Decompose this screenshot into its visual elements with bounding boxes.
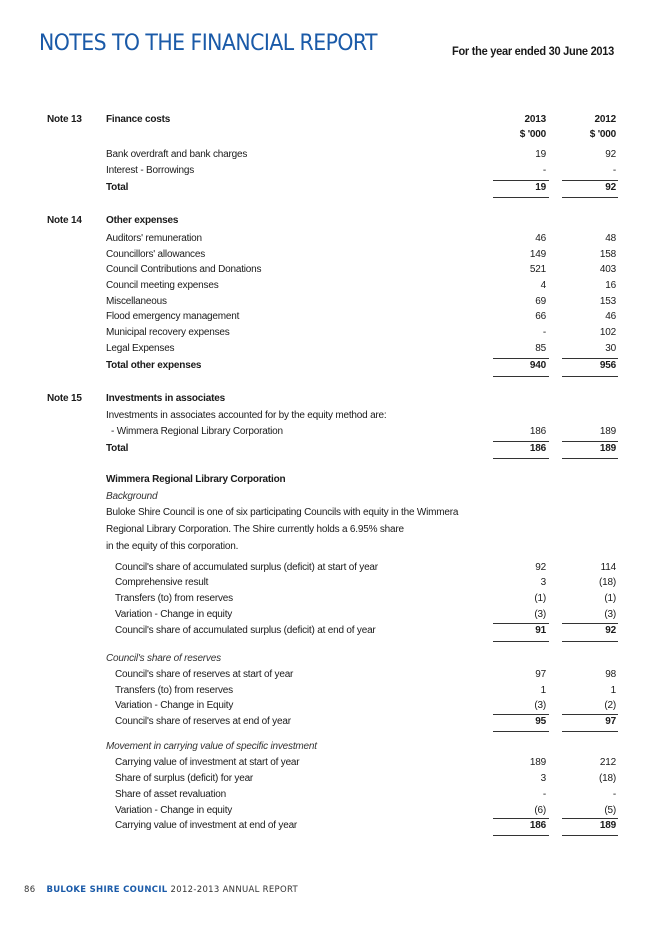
row-label: Transfers (to) from reserves <box>115 593 233 604</box>
value-2013: (1) <box>534 593 546 604</box>
subtotal-rule <box>493 441 549 442</box>
value-2012: 92 <box>605 625 616 636</box>
paragraph-line: in the equity of this corporation. <box>106 541 239 552</box>
table-row <box>0 685 660 701</box>
value-2013: 186 <box>529 443 546 454</box>
column-unit-2013: $ '000 <box>519 129 546 140</box>
value-2013: 4 <box>540 280 546 291</box>
value-2012: 114 <box>600 562 616 573</box>
total-rule <box>562 641 618 642</box>
value-2012: 16 <box>605 280 616 291</box>
value-2012: 153 <box>599 296 616 307</box>
page-subtitle: For the year ended 30 June 2013 <box>452 44 615 58</box>
column-unit-2012: $ '000 <box>589 129 616 140</box>
value-2013: 1 <box>540 685 546 696</box>
note-number: Note 14 <box>47 215 82 226</box>
subtotal-rule <box>562 818 618 819</box>
row-label: Transfers (to) from reserves <box>115 685 233 696</box>
row-label: Council Contributions and Donations <box>106 264 262 275</box>
value-2013: 97 <box>535 669 546 680</box>
note-heading: Investments in associates <box>106 393 225 404</box>
intro-text: Investments in associates accounted for by the equity method are: <box>106 410 387 421</box>
subtotal-rule <box>562 441 618 442</box>
value-2012: 92 <box>605 149 616 160</box>
value-2012: - <box>612 165 616 176</box>
page-title: NOTES TO THE FINANCIAL REPORT <box>39 31 378 56</box>
value-2012: 1 <box>610 685 616 696</box>
row-label: Carrying value of investment at end of year <box>115 820 298 831</box>
row-label: Variation - Change in equity <box>115 805 233 816</box>
table-row <box>0 669 660 685</box>
table-row <box>0 343 660 359</box>
row-label: Council's share of reserves at start of year <box>115 669 294 680</box>
value-2012: 92 <box>605 182 616 193</box>
value-2012: 97 <box>605 716 616 727</box>
value-2012: 48 <box>605 233 616 244</box>
value-2013: 85 <box>535 343 546 354</box>
row-label: Auditors' remuneration <box>106 233 202 244</box>
background-paragraph <box>106 504 506 555</box>
row-label: Legal Expenses <box>106 343 175 354</box>
note14-header-row <box>0 215 660 231</box>
table-row <box>0 233 660 249</box>
value-2013: 521 <box>529 264 546 275</box>
value-2013: 186 <box>529 820 546 831</box>
page-number: 86 <box>24 885 36 895</box>
value-2012: (3) <box>604 609 616 620</box>
subtotal-rule <box>493 180 549 181</box>
total-rule <box>493 197 549 198</box>
value-2013: (3) <box>534 700 546 711</box>
row-label: Total other expenses <box>106 360 202 371</box>
total-row <box>0 625 660 641</box>
value-2012: 189 <box>599 820 616 831</box>
value-2013: (6) <box>534 805 546 816</box>
total-rule <box>562 376 618 377</box>
section-subheading: Movement in carrying value of specific investment <box>106 741 317 752</box>
note15-intro <box>0 410 660 426</box>
row-label: - Wimmera Regional Library Corporation <box>111 426 283 437</box>
paragraph-line: Buloke Shire Council is one of six participating Councils with equity in the Wimmera <box>106 507 459 518</box>
value-2012: 102 <box>599 327 616 338</box>
total-rule <box>562 197 618 198</box>
value-2013: 95 <box>535 716 546 727</box>
table-row <box>0 311 660 327</box>
subtotal-rule <box>493 818 549 819</box>
row-label: Councillors' allowances <box>106 249 206 260</box>
table-row <box>0 165 660 181</box>
subtotal-rule <box>562 714 618 715</box>
table-row <box>0 757 660 773</box>
total-row <box>0 820 660 836</box>
value-2012: (5) <box>604 805 616 816</box>
total-rule <box>493 641 549 642</box>
value-2012: 403 <box>599 264 616 275</box>
value-2013: 92 <box>535 562 546 573</box>
value-2013: 149 <box>529 249 546 260</box>
value-2012: 98 <box>605 669 616 680</box>
table-row <box>0 327 660 343</box>
value-2012: 46 <box>605 311 616 322</box>
row-label: Municipal recovery expenses <box>106 327 230 338</box>
subtotal-rule <box>493 714 549 715</box>
total-row <box>0 182 660 198</box>
row-label: Council's share of accumulated surplus (deficit) at start of year <box>115 562 378 573</box>
value-2013: 91 <box>535 625 546 636</box>
row-label: Bank overdraft and bank charges <box>106 149 248 160</box>
row-label: Total <box>106 182 129 193</box>
note-number: Note 13 <box>47 114 82 125</box>
value-2013: 46 <box>535 233 546 244</box>
note-heading: Other expenses <box>106 215 179 226</box>
total-row <box>0 360 660 376</box>
subtotal-rule <box>562 623 618 624</box>
value-2013: 19 <box>535 182 546 193</box>
note-heading: Finance costs <box>106 114 171 125</box>
row-label: Comprehensive result <box>115 577 209 588</box>
value-2012: 189 <box>599 426 616 437</box>
table-row <box>0 562 660 578</box>
value-2012: 956 <box>599 360 616 371</box>
paragraph-line: Regional Library Corporation. The Shire currently holds a 6.95% share <box>106 524 404 535</box>
value-2013: - <box>542 327 546 338</box>
value-2012: (18) <box>599 577 616 588</box>
table-row <box>0 805 660 821</box>
total-rule <box>562 458 618 459</box>
row-label: Flood emergency management <box>106 311 240 322</box>
row-label: Total <box>106 443 129 454</box>
total-rule <box>493 731 549 732</box>
row-label: Council's share of accumulated surplus (deficit) at end of year <box>115 625 376 636</box>
total-rule <box>493 458 549 459</box>
subtotal-rule <box>493 623 549 624</box>
value-2013: 19 <box>535 149 546 160</box>
unit-header-row <box>0 129 660 145</box>
row-label: Share of surplus (deficit) for year <box>115 773 254 784</box>
reserves-heading-row <box>0 653 660 669</box>
value-2013: - <box>542 165 546 176</box>
table-row <box>0 700 660 716</box>
table-row <box>0 280 660 296</box>
value-2013: 189 <box>529 757 546 768</box>
value-2012: (2) <box>604 700 616 711</box>
row-label: Council meeting expenses <box>106 280 219 291</box>
background-label: Background <box>106 491 158 502</box>
subtotal-rule <box>562 358 618 359</box>
value-2012: 30 <box>605 343 616 354</box>
value-2013: 3 <box>540 773 546 784</box>
value-2013: - <box>542 789 546 800</box>
section-subheading: Council's share of reserves <box>106 653 221 664</box>
value-2013: (3) <box>534 609 546 620</box>
table-row <box>0 264 660 280</box>
value-2013: 940 <box>529 360 546 371</box>
note13-header-row <box>0 114 660 130</box>
footer-org: BULOKE SHIRE COUNCIL <box>46 885 168 895</box>
row-label: Miscellaneous <box>106 296 167 307</box>
subtotal-rule <box>493 358 549 359</box>
value-2012: 189 <box>599 443 616 454</box>
value-2013: 66 <box>535 311 546 322</box>
table-row <box>0 789 660 805</box>
row-label: Variation - Change in Equity <box>115 700 234 711</box>
value-2012: 212 <box>599 757 616 768</box>
total-rule <box>493 835 549 836</box>
table-row <box>0 609 660 625</box>
value-2012: (18) <box>599 773 616 784</box>
table-row <box>0 249 660 265</box>
total-row <box>0 716 660 732</box>
row-label: Council's share of reserves at end of year <box>115 716 291 727</box>
page-footer <box>24 885 298 895</box>
value-2012: (1) <box>604 593 616 604</box>
movement-heading-row <box>0 741 660 757</box>
value-2013: 3 <box>540 577 546 588</box>
table-row <box>0 426 660 442</box>
table-row <box>0 593 660 609</box>
corp-heading: Wimmera Regional Library Corporation <box>106 474 286 485</box>
value-2013: 186 <box>529 426 546 437</box>
table-row <box>0 577 660 593</box>
total-rule <box>562 731 618 732</box>
total-rule <box>493 376 549 377</box>
total-row <box>0 443 660 459</box>
value-2013: 69 <box>535 296 546 307</box>
row-label: Variation - Change in equity <box>115 609 233 620</box>
table-row <box>0 296 660 312</box>
note-number: Note 15 <box>47 393 82 404</box>
table-row <box>0 149 660 165</box>
value-2012: - <box>612 789 616 800</box>
subtotal-rule <box>562 180 618 181</box>
column-year-2012: 2012 <box>594 114 616 125</box>
value-2012: 158 <box>599 249 616 260</box>
row-label: Carrying value of investment at start of year <box>115 757 300 768</box>
row-label: Interest - Borrowings <box>106 165 195 176</box>
total-rule <box>562 835 618 836</box>
table-row <box>0 773 660 789</box>
corp-heading-row <box>0 474 660 490</box>
footer-report: 2012-2013 ANNUAL REPORT <box>170 885 299 895</box>
column-year-2013: 2013 <box>524 114 546 125</box>
note15-header-row <box>0 393 660 409</box>
row-label: Share of asset revaluation <box>115 789 226 800</box>
